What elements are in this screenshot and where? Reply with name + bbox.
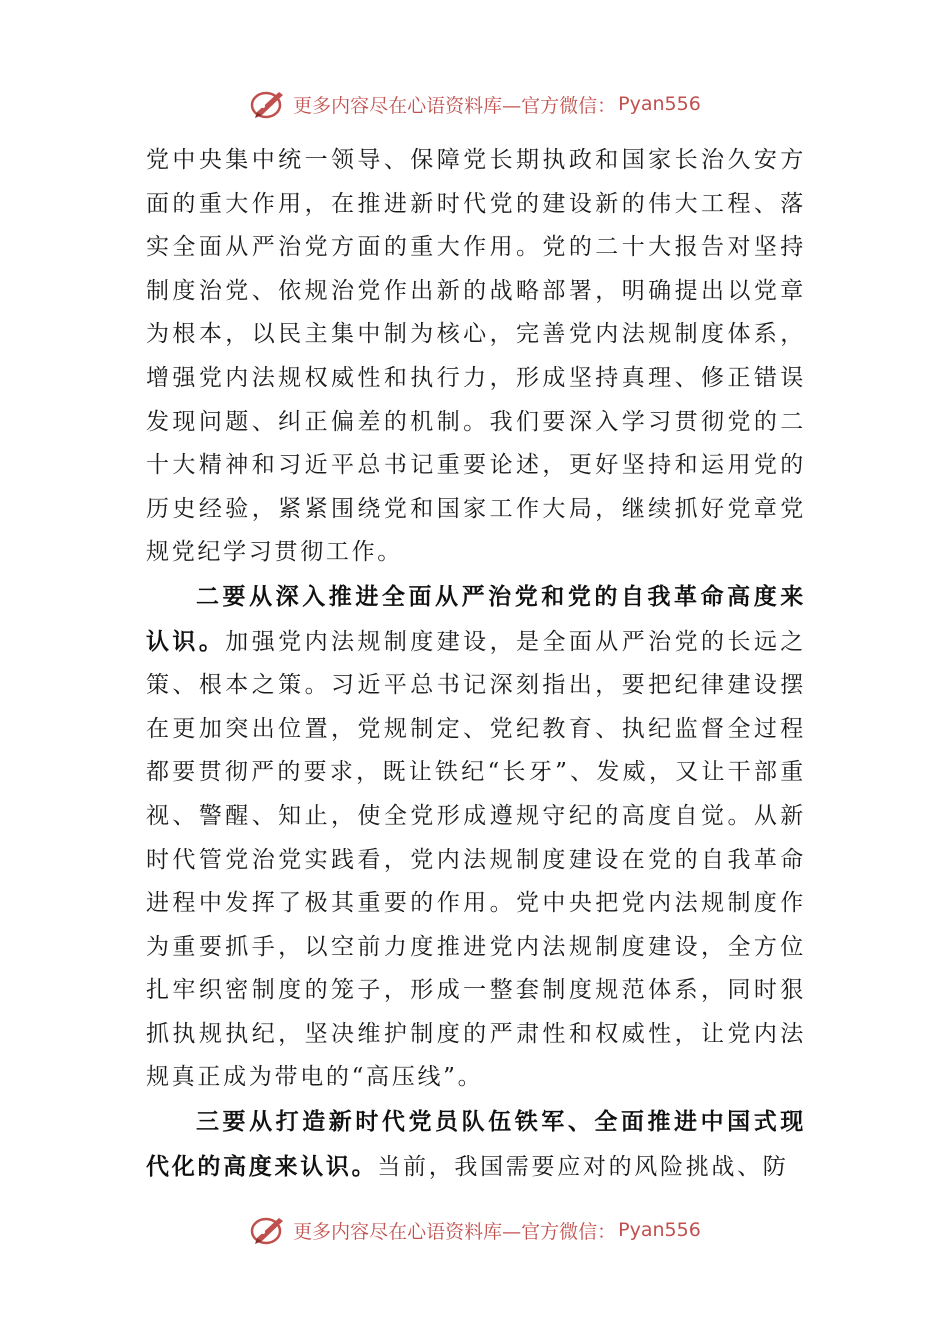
paragraph-3-heading: 三要从打造新时代党员队伍铁军、全面推进中国式现代化的高度来认识。 <box>146 1108 806 1180</box>
paragraph-3 <box>146 1100 806 1189</box>
footer-banner <box>0 1210 950 1250</box>
banner-text: 更多内容尽在心语资料库—官方微信： <box>293 94 617 117</box>
paragraph-2 <box>146 575 806 1100</box>
header-banner <box>0 84 950 124</box>
banner-text: 更多内容尽在心语资料库—官方微信： <box>293 1220 617 1243</box>
paragraph-1 <box>146 139 806 575</box>
banner-wechat-id: Pyan556 <box>618 93 701 115</box>
paragraph-2-heading: 二要从深入推进全面从严治党和党的自我革命高度来认识。 <box>146 582 806 655</box>
pen-seal-icon <box>249 86 289 122</box>
paragraph-1-text: 党中央集中统一领导、保障党长期执政和国家长治久安方面的重大作用，在推进新时代党的建设新的伟大工程、落实全面从严治党方面的重大作用。党的二十大报告对坚持制度治党、依规治党作出新的战略部署，明确提出以党章为根本，以民主集中制为核心，完善党内法规制度体系，增强党内法规权威性和执行力，形成坚持真理、修正错误发现问题、纠正偏差的机制。我们要深入学习贯彻党的二十大精神和习近平总书记重要论述，更好坚持和运用党的历史经验，紧紧围绕党和国家工作大局，继续抓好党章党规党纪学习贯彻工作。 <box>146 147 806 566</box>
paragraph-3-text: 当前，我国需要应对的风险挑战、防 <box>377 1153 789 1180</box>
banner-wechat-id: Pyan556 <box>618 1219 701 1241</box>
pen-seal-icon <box>249 1212 289 1248</box>
paragraph-2-text: 加强党内法规制度建设，是全面从严治党的长远之策、根本之策。习近平总书记深刻指出，要把纪律建设摆在更加突出位置，党规制定、党纪教育、执纪监督全过程都要贯彻严的要求，既让铁纪“长牙”、发威，又让干部重视、警醒、知止，使全党形成遵规守纪的高度自觉。从新时代管党治党实践看，党内法规制度建设在党的自我革命进程中发挥了极其重要的作用。党中央把党内法规制度作为重要抓手，以空前力度推进党内法规制度建设，全方位扎牢织密制度的笼子，形成一整套制度规范体系，同时狠抓执规执纪，坚决维护制度的严肃性和权威性，让党内法规真正成为带电的“高压线”。 <box>146 628 806 1091</box>
document-body <box>146 139 806 1189</box>
